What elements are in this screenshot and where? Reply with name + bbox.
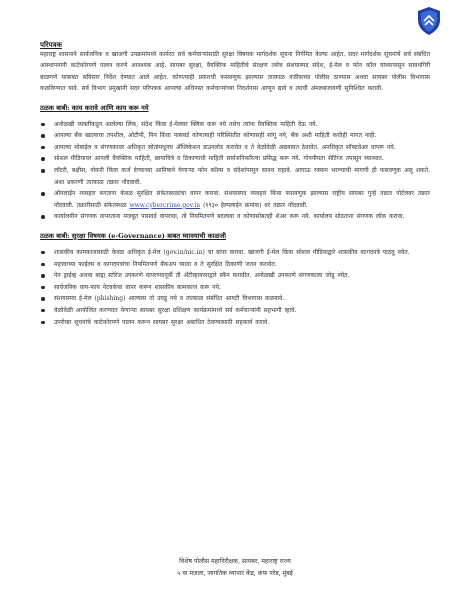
list-item: सार्वजनिक वाय-फाय नेटवर्कचा वापर करून शासकीय कामकाज करू नये. [40,282,430,294]
intro-paragraph: महाराष्ट्र शासनाने सार्वजनिक व खाजगी उपक्रमांमध्ये कार्यरत सर्व कर्मचाऱ्यांसाठी सुरक्षा विषयक मार्गदर्शक सूचना निर्गमित केल्या आहेत. सदर मार्गदर्शक सूचनांचे सर्व संबंधित आस्थापनांनी काटेकोरपणे पालन करणे आवश्यक आहे. सायबर सुरक्षा, वैयक्तिक माहितीचे संरक्षण तसेच संशयास्पद संदेश, ई-मेल व फोन कॉल यांच्यापासून सावधगिरी बाळगणे याबाबत सविस्तर निर्देश देण्यात आले आहेत. कोणत्याही प्रकारची फसवणूक झाल्यास तात्काळ नजीकच्या पोलीस ठाण्यास अथवा सायबर पोलीस विभागास कळविण्यात यावे. सर्व विभाग प्रमुखांनी सदर परिपत्रक आपल्या अधिनस्त कर्मचाऱ्यांच्या निदर्शनास आणून द्यावे व त्याची अंमलबजावणी सुनिश्चित करावी. [40,51,430,93]
footer-line-1: विशेष पोलीस महानिरीक्षक, सायबर, महाराष्ट्र राज्य [179,558,291,565]
list-item: संशयास्पद ई-मेल (phishing) आल्यास तो उघडू नये व तात्काळ संबंधित आयटी विभागास कळवावे. [40,293,430,305]
list-item: लॉटरी, बक्षीस, नोकरी किंवा कर्ज देण्याच्या आमिषाने येणाऱ्या फोन कॉल्स व संदेशांपासून सावध राहावे. आगाऊ रक्कम भरण्याची मागणी ही फसवणूक असू शकते. अशा प्रकरणी तात्काळ तक्रार नोंदवावी. [40,165,430,188]
section2-list [40,247,430,328]
cybercrime-link[interactable]: www.cybercrime.gov.in [129,201,201,209]
list-item: सोशल मीडियावर आपली वैयक्तिक माहिती, छायाचित्रे व ठिकाणाची माहिती सार्वजनिकरित्या प्रसिद्ध करू नये. गोपनीयता सेटिंग्ज तपासून घ्याव्यात. [40,153,430,165]
section2-title: ठळक बाबी: सुरक्षा विषयक (e-Governance) बाबत घ्यावयाची काळजी [40,231,226,240]
list-item: शासकीय कामकाजासाठी केवळ अधिकृत ई-मेल (gov.in/nic.in) चा वापर करावा. खाजगी ई-मेल किंवा सोशल मीडियाद्वारे शासकीय कागदपत्रे पाठवू नयेत. [40,247,430,259]
section1-title: ठळक बाबी: काय करावे आणि काय करू नये [40,103,149,112]
shield-logo-icon [416,6,442,36]
list-item: अनोळखी व्यक्तींकडून आलेल्या लिंक, संदेश किंवा ई-मेलवर क्लिक करू नये तसेच त्यांना वैयक्तिक माहिती देऊ नये. [40,119,430,131]
intro-heading: परिपत्रक [40,40,62,49]
list-item: कार्यालयीन संगणक वापरताना मजबूत पासवर्ड वापरावा, तो नियमितपणे बदलावा व कोणासोबतही शेअर करू नये. कार्यालय सोडताना संगणक लॉक करावा. [40,211,430,223]
list-item: आपल्या मोबाईल व संगणकावर अधिकृत स्रोतांमधूनच ॲप्लिकेशन डाउनलोड करावेत व ते वेळोवेळी अद्ययावत ठेवावेत. अनधिकृत सॉफ्टवेअर वापरू नये. [40,142,430,154]
list-item: महत्त्वाच्या फाईल्स व कागदपत्रांचा नियमितपणे बॅकअप घ्यावा व ते सुरक्षित ठिकाणी जतन करावेत. [40,259,430,271]
list-item: पेन ड्राईव्ह अथवा बाह्य स्टोरेज उपकरणे वापरण्यापूर्वी ती अँटीव्हायरसद्वारे स्कॅन करावीत. अनोळखी उपकरणे संगणकाला जोडू नयेत. [40,270,430,282]
section1-list [40,119,430,223]
document-body [40,40,430,328]
list-item: वेळोवेळी आयोजित करण्यात येणाऱ्या सायबर सुरक्षा प्रशिक्षण कार्यक्रमांमध्ये सर्व कर्मचाऱ्यांनी सहभागी व्हावे. [40,305,430,317]
footer-line-2: ५ वा मजला, जागतिक व्यापार केंद्र, कफ परेड, मुंबई [177,570,293,577]
list-item: उपरोक्त सूचनांचे काटेकोरपणे पालन करून सायबर सुरक्षा अबाधित ठेवण्यासाठी सहकार्य करावे. [40,317,430,329]
signature-block [40,556,430,580]
list-item: ऑनलाईन व्यवहार करताना केवळ सुरक्षित संकेतस्थळांचा वापर करावा. संशयास्पद व्यवहार किंवा फसवणूक झाल्यास राष्ट्रीय सायबर गुन्हे तक्रार पोर्टलवर तक्रार नोंदवावी. तक्रारीसाठी संकेतस्थळ www.cybercrime.gov.in (१९३० हेल्पलाईन क्रमांक) वर तक्रार नोंदवावी. [40,188,430,211]
list-item: आपल्या बँक खात्याचा तपशील, ओटीपी, पिन किंवा पासवर्ड कोणत्याही परिस्थितीत कोणासही सांगू नये, बँक अशी माहिती कधीही मागत नाही. [40,130,430,142]
